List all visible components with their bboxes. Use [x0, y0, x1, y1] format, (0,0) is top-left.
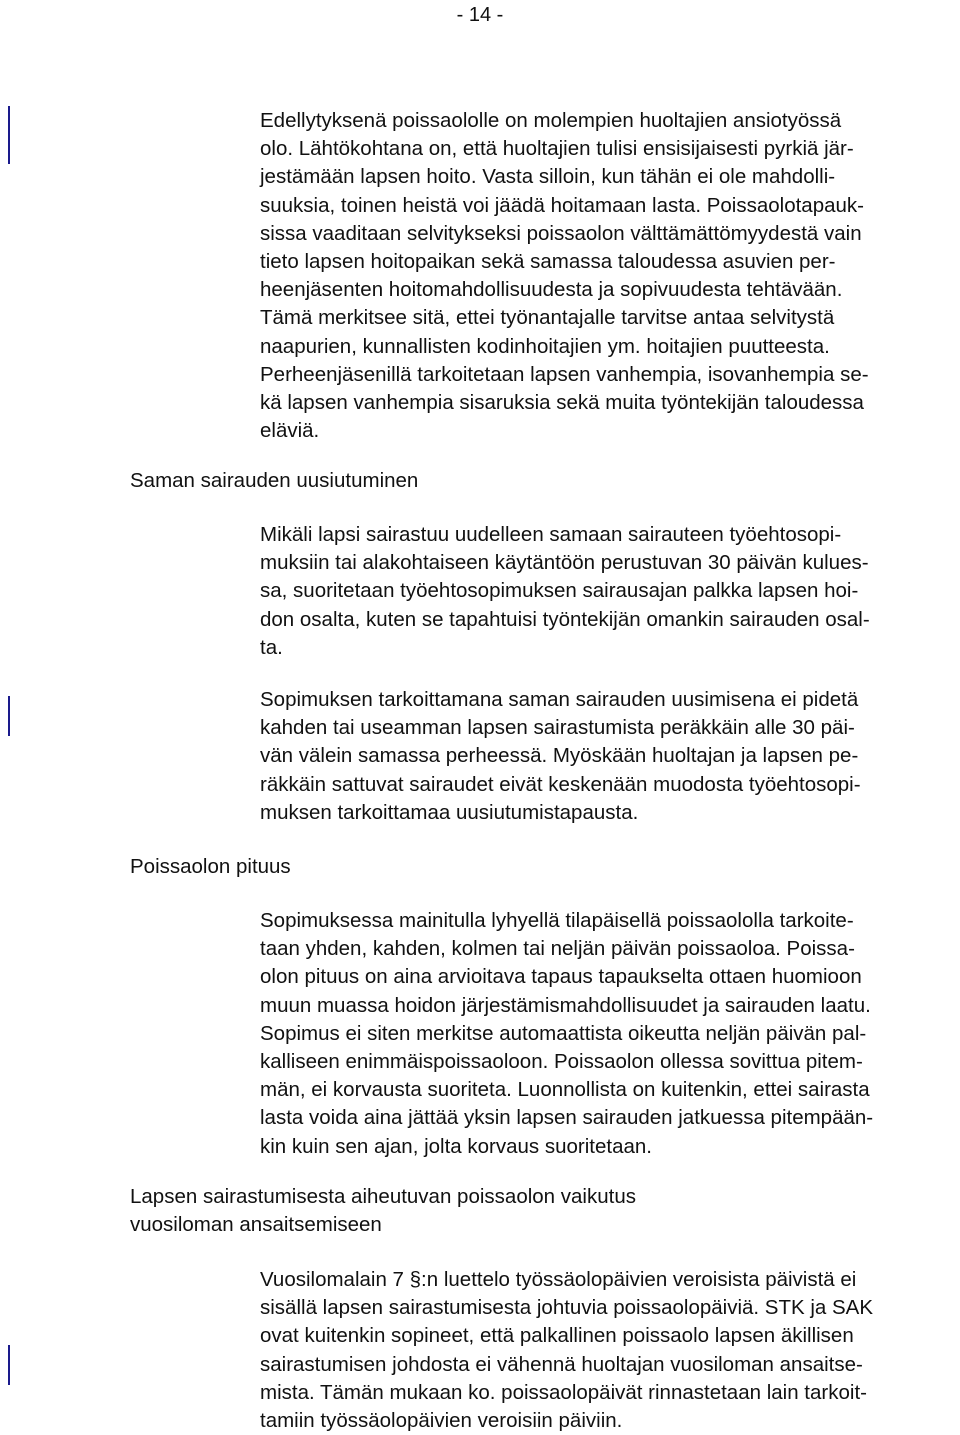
heading-text: Poissaolon pituus: [130, 855, 291, 878]
text-line: Sopimuksessa mainitulla lyhyellä tilapäisellä poissaololla tarkoite-: [260, 909, 854, 932]
relapse-paragraph-1: [260, 521, 960, 662]
text-line: jestämään lapsen hoito. Vasta silloin, kun tähän ei ole mahdolli-: [260, 165, 836, 189]
text-line: suuksia, toinen heistä voi jäädä hoitamaan lasta. Poissaolotapauk-: [260, 193, 864, 217]
vacation-paragraph: [260, 1266, 960, 1435]
text-line: Vuosilomalain 7 §:n luettelo työssäolopäivien veroisista päivistä ei: [260, 1268, 857, 1291]
text-line: sisällä lapsen sairastumisesta johtuvia poissaolopäiviä. STK ja SAK: [260, 1296, 874, 1320]
section-heading-vacation: [130, 1183, 636, 1239]
heading-text: vuosiloman ansaitsemiseen: [130, 1213, 382, 1237]
text-line: vän välein samassa perheessä. Myöskään huoltajan ja lapsen pe-: [260, 744, 859, 768]
text-line: Sopimus ei siten merkitse automaattista oikeutta neljän päivän pal-: [260, 1021, 867, 1045]
text-line: lasta voida aina jättää yksin lapsen sairauden jatkuessa pitempään-: [260, 1106, 874, 1130]
intro-paragraph: [260, 107, 960, 445]
text-line: taan yhden, kahden, kolmen tai neljän päivän poissaoloa. Poissa-: [260, 937, 855, 961]
section-heading-duration: [130, 853, 291, 881]
text-line: ovat kuitenkin sopineet, että palkallinen poissaolo lapsen äkillisen: [260, 1324, 854, 1348]
text-line: män, ei korvausta suoriteta. Luonnollista on kuitenkin, ettei sairasta: [260, 1078, 870, 1102]
text-line: muksen tarkoittamaa uusiutumistapausta.: [260, 800, 639, 824]
text-line: sairastumisen johdosta ei vähennä huoltajan vuosiloman ansaitse-: [260, 1352, 863, 1376]
text-line: don osalta, kuten se tapahtuisi työntekijän omankin sairauden osal-: [260, 607, 870, 631]
revision-change-bar: [8, 106, 10, 164]
text-line: Mikäli lapsi sairastuu uudelleen samaan sairauteen työehtosopi-: [260, 523, 842, 546]
heading-text: Lapsen sairastumisesta aiheutuvan poissaolon vaikutus: [130, 1185, 636, 1208]
text-line: mista. Tämän mukaan ko. poissaolopäivät rinnastetaan lain tarkoit-: [260, 1380, 867, 1404]
text-line: heenjäsenten hoitomahdollisuudesta ja sopivuudesta tehtävään.: [260, 278, 843, 302]
section-heading-relapse: [130, 467, 418, 495]
revision-change-bar: [8, 1345, 10, 1385]
text-line: tieto lapsen hoitopaikan sekä samassa taloudessa asuvien per-: [260, 250, 836, 274]
page-number: - 14 -: [456, 4, 504, 26]
text-line: olon pituus on aina arvioitava tapaus tapaukselta ottaen huomioon: [260, 965, 862, 989]
text-line: Perheenjäsenillä tarkoitetaan lapsen vanhempia, isovanhempia se-: [260, 362, 869, 386]
text-line: sissa vaaditaan selvitykseksi poissaolon välttämättömyydestä vain: [260, 221, 862, 245]
text-line: ta.: [260, 635, 283, 659]
text-line: Edellytyksenä poissaololle on molempien huoltajien ansiotyössä: [260, 109, 842, 132]
text-line: muun muassa hoidon järjestämismahdollisuudet ja sairauden laatu.: [260, 993, 871, 1017]
text-line: kä lapsen vanhempia sisaruksia sekä muita työntekijän taloudessa: [260, 391, 864, 415]
text-line: kahden tai useamman lapsen sairastumista peräkkäin alle 30 päi-: [260, 716, 855, 740]
text-line: eläviä.: [260, 419, 320, 443]
text-line: Sopimuksen tarkoittamana saman sairauden uusimisena ei pidetä: [260, 688, 859, 711]
text-line: Tämä merkitsee sitä, ettei työnantajalle tarvitse antaa selvitystä: [260, 306, 835, 330]
duration-paragraph: [260, 907, 960, 1161]
relapse-paragraph-2: [260, 686, 960, 827]
text-line: räkkäin sattuvat sairaudet eivät keskenään muodosta työehtosopi-: [260, 772, 861, 796]
text-line: sa, suoritetaan työehtosopimuksen sairausajan palkka lapsen hoi-: [260, 579, 859, 603]
text-line: muksiin tai alakohtaiseen käytäntöön perustuvan 30 päivän kulues-: [260, 551, 869, 575]
revision-change-bar: [8, 696, 10, 736]
text-line: kin kuin sen ajan, jolta korvaus suoritetaan.: [260, 1134, 653, 1158]
text-line: naapurien, kunnallisten kodinhoitajien ym. hoitajien puutteesta.: [260, 334, 830, 358]
text-line: olo. Lähtökohtana on, että huoltajien tulisi ensisijaisesti pyrkiä jär-: [260, 137, 854, 161]
heading-text: Saman sairauden uusiutuminen: [130, 469, 419, 492]
text-line: kalliseen enimmäispoissaoloon. Poissaolon ollessa sovittua pitem-: [260, 1050, 863, 1074]
text-line: tamiin työssäolopäivien veroisiin päiviin.: [260, 1409, 623, 1433]
